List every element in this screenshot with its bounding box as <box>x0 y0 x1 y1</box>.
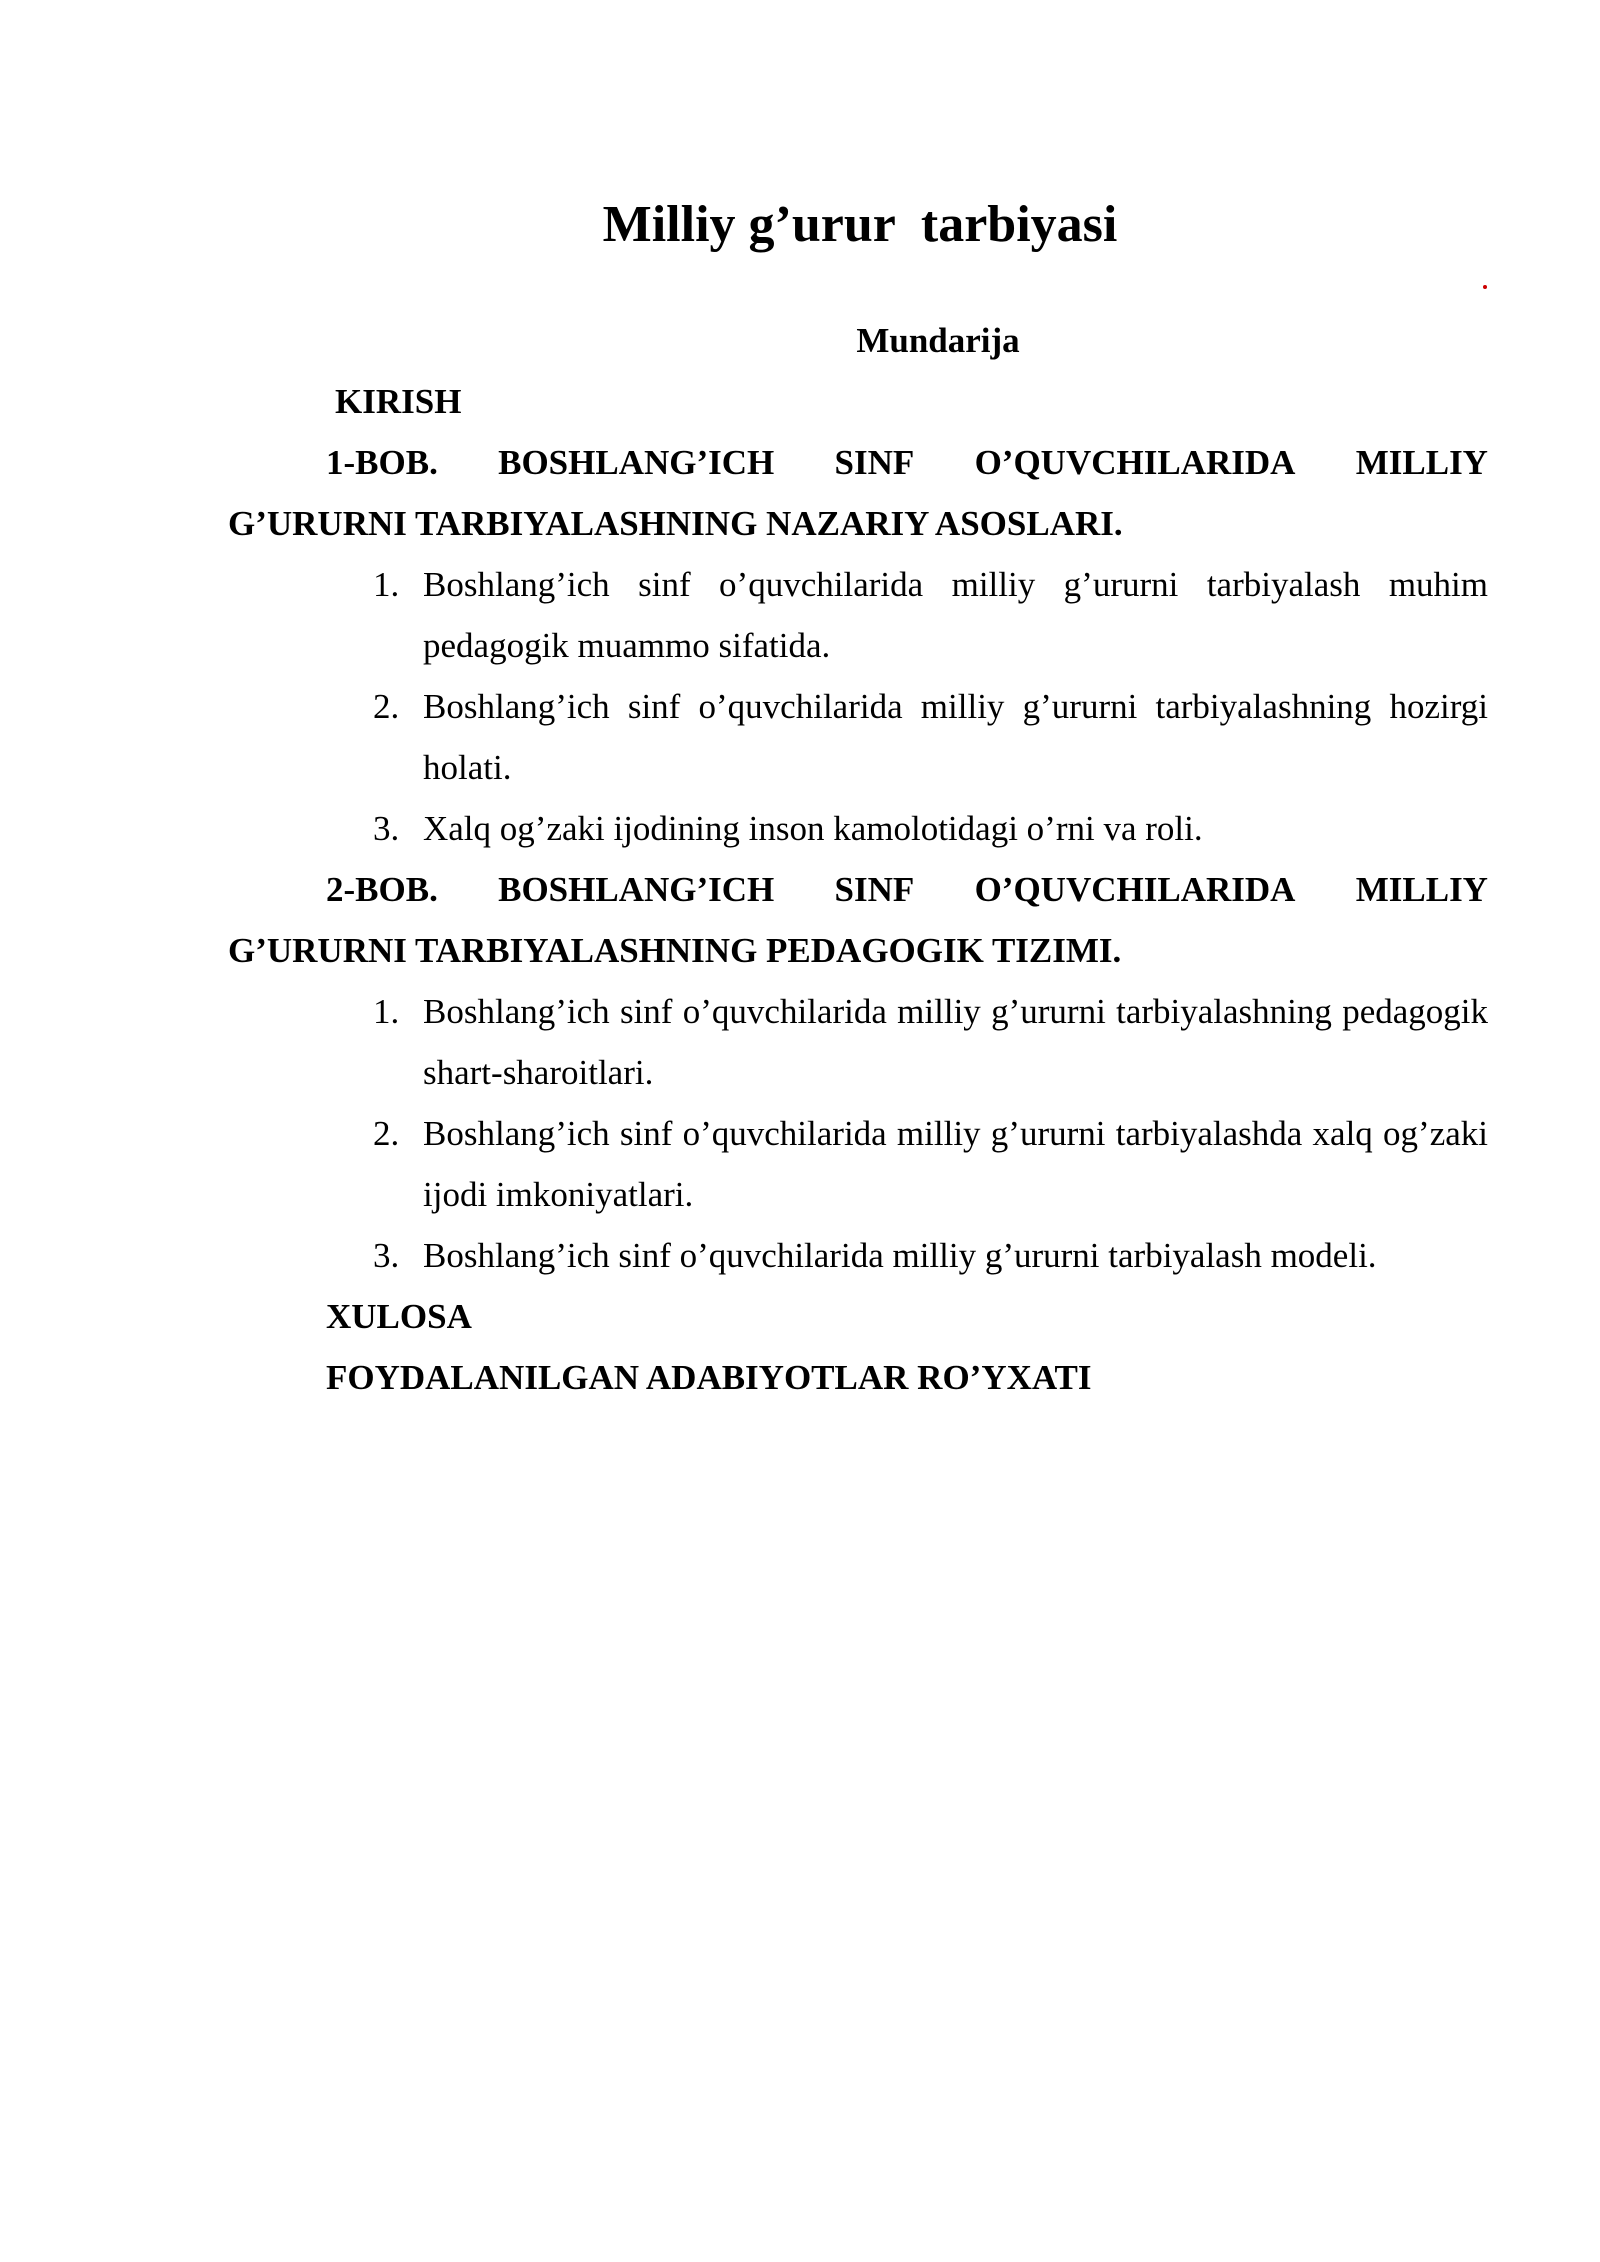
chapter-2-word: MILLIY <box>1355 870 1488 909</box>
section-text: Xalq og’zaki ijodining inson kamolotidagi o’rni va roli. <box>423 809 1203 848</box>
red-dot-mark <box>1483 285 1487 289</box>
toc-heading: Mundarija <box>856 321 1020 360</box>
section-number: 2. <box>373 687 400 726</box>
toc-references: FOYDALANILGAN ADABIYOTLAR RO’YXATI <box>326 1358 1092 1397</box>
toc-chapter-2 <box>228 859 1488 1286</box>
section-text: Boshlang’ich sinf o’quvchilarida milliy g’ururni tarbiyalash modeli. <box>423 1236 1377 1275</box>
chapter-1-word: MILLIY <box>1355 443 1488 482</box>
chapter-1-word: BOSHLANG’ICH <box>498 443 775 482</box>
chapter-2-label: 2-BOB. <box>326 870 438 909</box>
chapter-2-word: BOSHLANG’ICH <box>498 870 775 909</box>
chapter-1-title-line1 <box>228 432 1488 493</box>
toc-section-item <box>373 554 1488 676</box>
chapter-2-sections <box>228 981 1488 1286</box>
table-of-contents <box>228 310 1488 1408</box>
chapter-1-sections <box>228 554 1488 859</box>
section-text: Boshlang’ich sinf o’quvchilarida milliy g’ururni tarbiyalash muhim pedagogik muammo sifatida. <box>423 565 1488 665</box>
chapter-2-title-line1 <box>228 859 1488 920</box>
toc-section-item <box>373 798 1488 859</box>
section-text: Boshlang’ich sinf o’quvchilarida milliy g’ururni tarbiyalashda xalq og’zaki ijodi imkoniyatlari. <box>423 1114 1488 1214</box>
toc-section-item <box>373 1103 1488 1225</box>
section-number: 3. <box>373 809 400 848</box>
toc-section-item <box>373 676 1488 798</box>
document-title: Milliy g’urur tarbiyasi <box>602 196 1118 253</box>
section-number: 2. <box>373 1114 400 1153</box>
chapter-1-word: SINF <box>834 443 915 482</box>
toc-section-item <box>373 981 1488 1103</box>
section-number: 3. <box>373 1236 400 1275</box>
chapter-2-word: SINF <box>834 870 915 909</box>
chapter-2-title-line2: G’URURNI TARBIYALASHNING PEDAGOGIK TIZIMI. <box>228 931 1122 970</box>
toc-chapter-1 <box>228 432 1488 859</box>
chapter-1-label: 1-BOB. <box>326 443 438 482</box>
section-text: Boshlang’ich sinf o’quvchilarida milliy g’ururni tarbiyalashning pedagogik shart-sharoitlari. <box>423 992 1488 1092</box>
chapter-1-title-line2: G’URURNI TARBIYALASHNING NAZARIY ASOSLARI. <box>228 504 1123 543</box>
toc-section-item <box>373 1225 1488 1286</box>
section-number: 1. <box>373 992 400 1031</box>
chapter-2-word: O’QUVCHILARIDA <box>974 870 1296 909</box>
toc-intro: KIRISH <box>335 382 462 421</box>
section-number: 1. <box>373 565 400 604</box>
section-text: Boshlang’ich sinf o’quvchilarida milliy g’ururni tarbiyalashning hozirgi holati. <box>423 687 1488 787</box>
toc-conclusion: XULOSA <box>326 1297 472 1336</box>
chapter-1-word: O’QUVCHILARIDA <box>974 443 1296 482</box>
